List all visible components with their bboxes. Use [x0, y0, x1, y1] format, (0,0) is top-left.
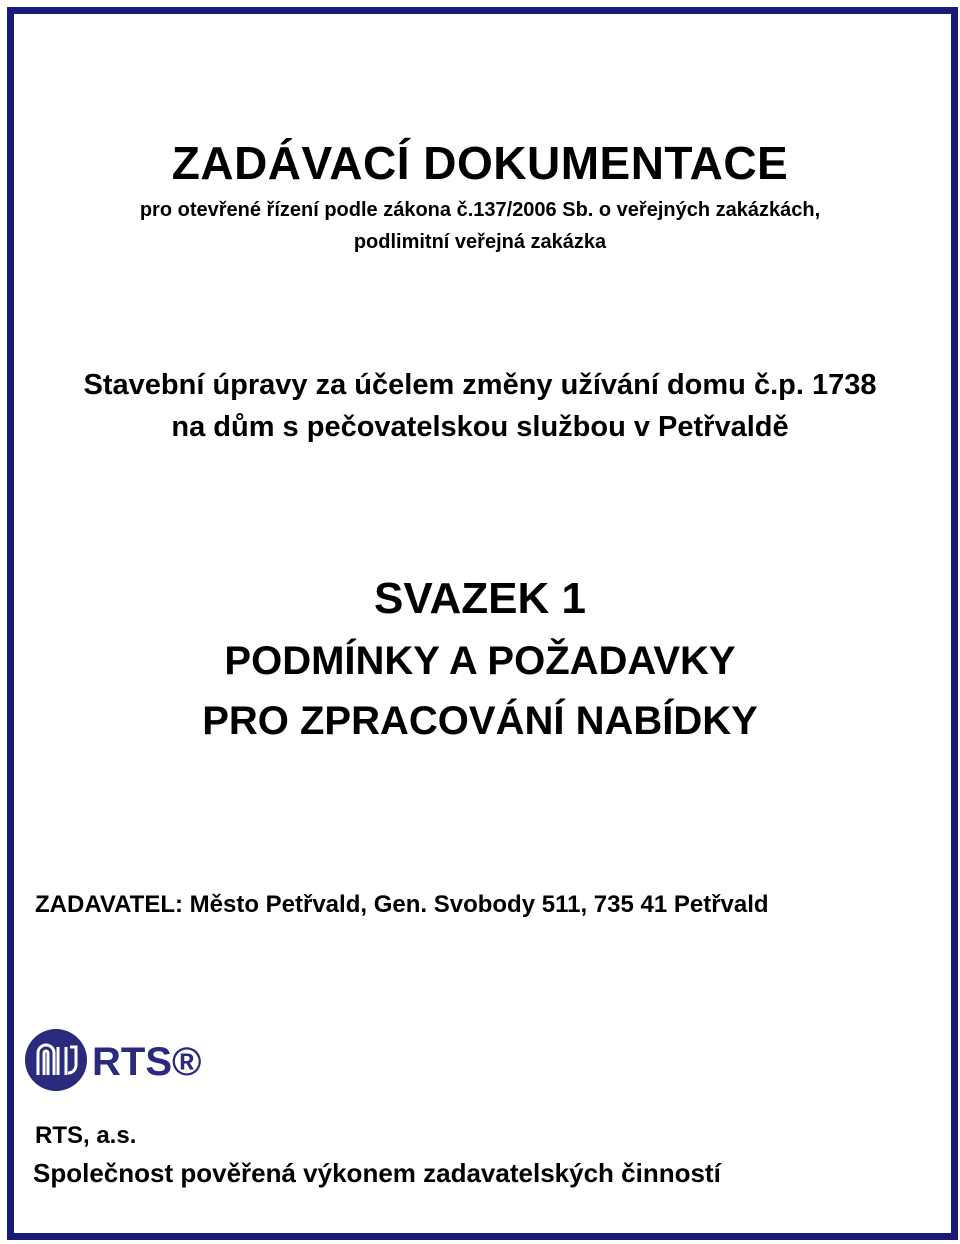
rts-logo-wordmark: RTS®	[92, 1040, 202, 1084]
subtitle-line-1: pro otevřené řízení podle zákona č.137/2006 Sb. o veřejných zakázkách,	[139, 199, 821, 221]
project-name-line-1: Stavební úpravy za účelem změny užívání domu č.p. 1738	[83, 369, 877, 401]
project-name-line-2: na dům s pečovatelskou službou v Petřvaldě	[171, 411, 789, 443]
rts-logo-emblem-icon	[25, 1029, 87, 1091]
company-role: Společnost pověřená výkonem zadavatelských činností	[33, 1158, 721, 1188]
document-title: ZADÁVACÍ DOKUMENTACE	[171, 137, 789, 189]
volume-label: SVAZEK 1	[374, 574, 586, 623]
contracting-authority: ZADAVATEL: Město Petřvald, Gen. Svobody 511, 735 41 Petřvald	[35, 891, 769, 918]
section-heading-line-2: PRO ZPRACOVÁNÍ NABÍDKY	[202, 699, 758, 743]
rts-logo	[22, 1025, 202, 1095]
company-name: RTS, a.s.	[35, 1122, 137, 1149]
subtitle-line-2: podlimitní veřejná zakázka	[353, 231, 607, 253]
section-heading-line-1: PODMÍNKY A POŽADAVKY	[224, 639, 736, 683]
